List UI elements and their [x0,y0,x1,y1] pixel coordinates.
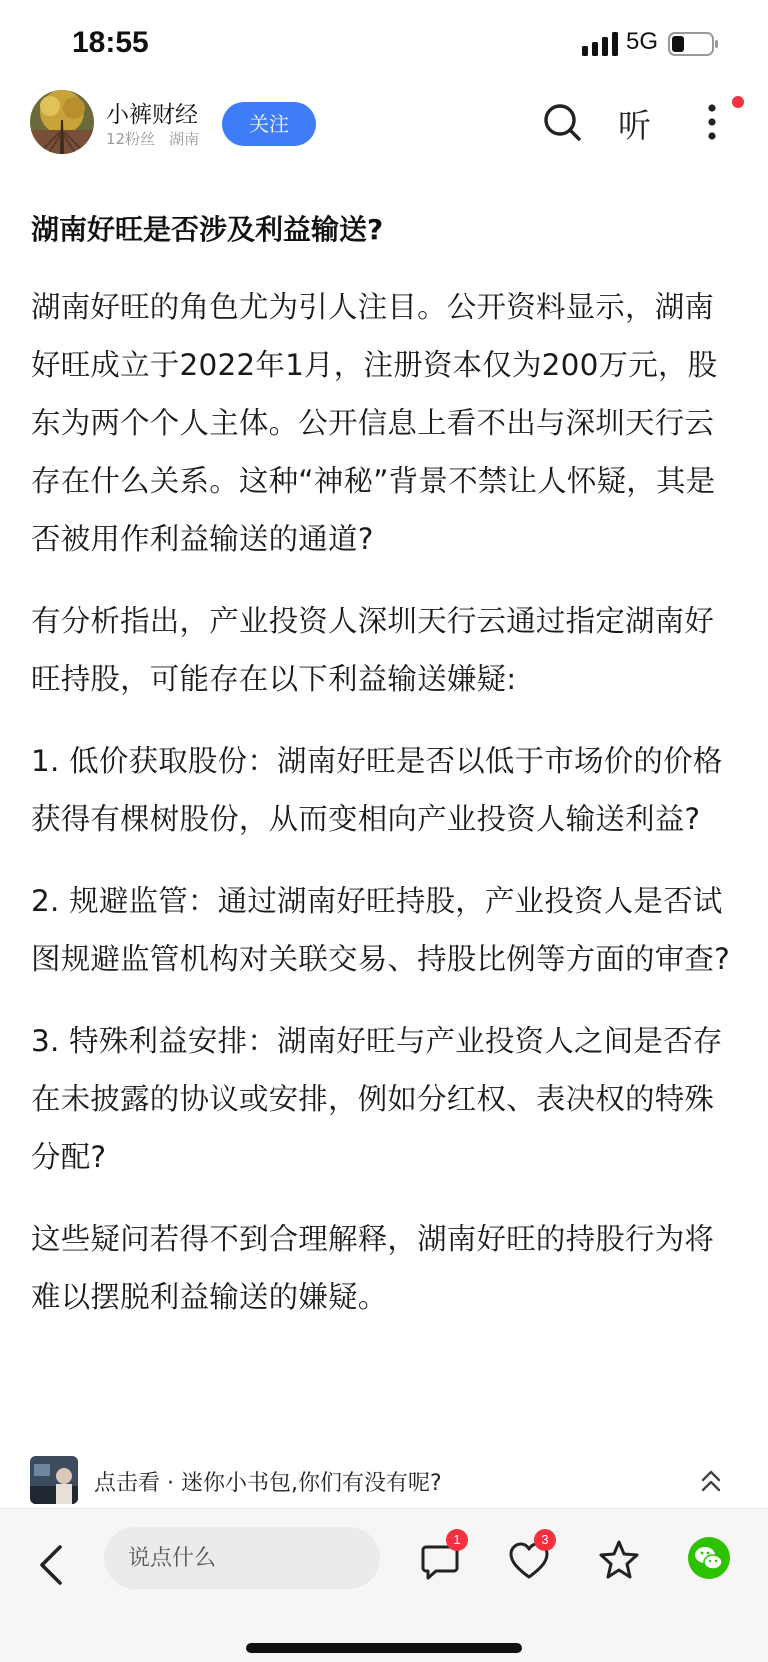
article-paragraph: 这些疑问若得不到合理解释，湖南好旺的持股行为将难以摆脱利益输送的嫌疑。 [31,1222,715,1314]
article-paragraph: 2. 规避监管：通过湖南好旺持股，产业投资人是否试图规避监管机构对关联交易、持股比例等方面的审查? [31,884,730,976]
follow-button[interactable]: 关注 [222,102,316,146]
wechat-share-icon[interactable] [688,1537,730,1579]
recommendation-text[interactable]: 点击看 · 迷你小书包,你们有没有呢? [94,1471,442,1496]
article-body [31,166,743,1506]
signal-icon [582,32,620,56]
network-type: 5G [626,28,659,55]
recommendation-bar[interactable] [30,1456,742,1508]
more-icon[interactable] [706,102,718,142]
comment-count-badge: 1 [446,1529,468,1551]
recommendation-thumbnail [30,1456,78,1504]
author-avatar[interactable] [30,90,94,154]
article-paragraph: 3. 特殊利益安排：湖南好旺与产业投资人之间是否存在未披露的协议或安排，例如分红权、表决权的特殊分配? [31,1024,723,1174]
author-meta [106,128,213,149]
article-paragraph: 1. 低价获取股份：湖南好旺是否以低于市场价的价格获得有棵树股份，从而变相向产业投资人输送利益? [31,744,723,836]
chevron-up-double-icon[interactable] [700,1468,722,1494]
status-bar [0,0,768,88]
author-name[interactable]: 小裤财经 [106,102,198,128]
like-count-badge: 3 [534,1529,556,1551]
comment-input[interactable] [104,1527,380,1589]
home-indicator[interactable] [246,1643,522,1653]
article-paragraph: 湖南好旺的角色尤为引人注目。公开资料显示，湖南好旺成立于2022年1月，注册资本仅为200万元，股东为两个个人主体。公开信息上看不出与深圳天行云存在什么关系。这种“神秘”背景不禁让人怀疑，其是否被用作利益输送的通道? [31,290,718,556]
back-icon[interactable] [36,1543,66,1587]
notification-dot [732,96,744,108]
article-paragraph: 有分析指出，产业投资人深圳天行云通过指定湖南好旺持股，可能存在以下利益输送嫌疑: [31,604,715,696]
status-time: 18:55 [72,26,149,59]
author-location: 湖南 [169,130,200,148]
search-icon[interactable] [542,102,582,142]
star-icon[interactable] [598,1539,640,1581]
listen-button[interactable]: 听 [618,106,651,145]
section-heading: 湖南好旺是否涉及利益输送? [31,213,384,246]
article-header [0,88,768,166]
bottom-action-bar [0,1508,768,1662]
battery-icon [668,32,720,56]
follower-count: 12粉丝 [106,130,156,148]
